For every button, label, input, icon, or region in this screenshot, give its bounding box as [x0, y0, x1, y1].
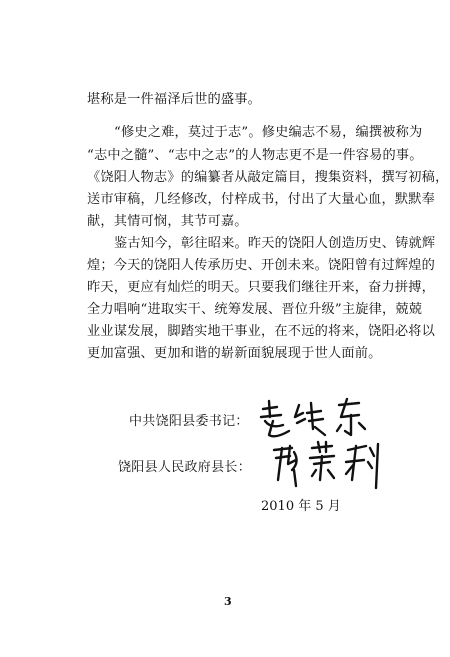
body-line: “志中之髓”、“志中之志”的人物志更不是一件容易的事。 — [87, 148, 423, 163]
body-line: 更加富强、更加和谐的崭新面貌展现于世人面前。 — [87, 346, 382, 361]
body-line: 煌；今天的饶阳人传承历史、开创未来。饶阳曾有过辉煌的 — [87, 258, 436, 273]
signatory-title-county-head: 饶阳县人民政府县长： — [118, 460, 252, 475]
handwritten-signature-secretary — [255, 395, 395, 443]
body-line: 堪称是一件福泽后世的盛事。 — [87, 92, 262, 107]
body-line: 昨天，更应有灿烂的明天。只要我们继往开来，奋力拼搏， — [87, 280, 436, 295]
body-line: 献，其情可悯，其节可嘉。 — [87, 214, 248, 229]
signatory-title-secretary: 中共饶阳县委书记： — [129, 414, 249, 429]
body-line: 《饶阳人物志》的编纂者从敲定篇目，搜集资料，撰写初稿， — [87, 170, 449, 185]
body-line: 业业谋发展，脚踏实地干事业，在不远的将来，饶阳必将以 — [87, 324, 436, 339]
body-line: “修史之难，莫过于志”。修史编志不易，编撰被称为 — [114, 125, 423, 140]
document-date: 2010 年 5 月 — [261, 499, 341, 514]
body-line: 鉴古知今，彰往昭来。昨天的饶阳人创造历史、铸就辉 — [114, 236, 436, 251]
handwritten-signature-county-head — [270, 440, 390, 492]
body-line: 送市审稿，几经修改，付梓成书，付出了大量心血，默默奉 — [87, 192, 436, 207]
body-line: 全力唱响“进取实干、统筹发展、晋位升级”主旋律，兢兢 — [87, 302, 423, 317]
page-number: 3 — [224, 595, 232, 608]
